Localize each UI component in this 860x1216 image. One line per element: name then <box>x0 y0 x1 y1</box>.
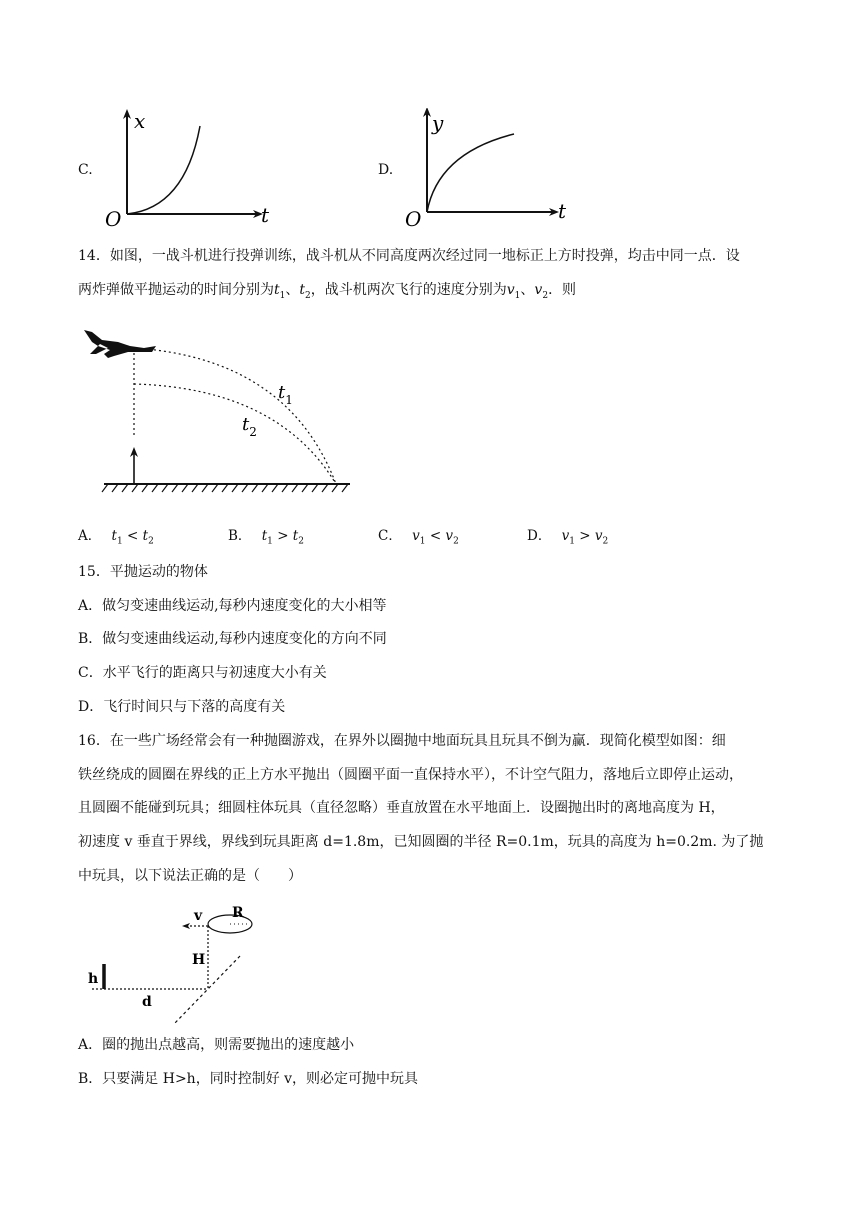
option-c-label: C. <box>78 162 93 178</box>
q16-stem-line-1: 16．在一些广场经常会有一种抛圈游戏，在界外以圈抛中地面玩具且玩具不倒为赢．现简化模型如图：细 <box>78 733 726 749</box>
option-d <box>378 162 393 178</box>
q15-stem: 15．平抛运动的物体 <box>78 564 208 580</box>
ground-hatching <box>102 484 348 492</box>
graph-c <box>100 108 300 228</box>
graph-d <box>398 108 598 228</box>
d-curve <box>427 134 514 212</box>
q14-stem-line-1: 14．如图，一战斗机进行投弹训练，战斗机从不同高度两次经过同一地标正上方时投弹，均击中同一点．设 <box>78 248 740 264</box>
d-x-label: t <box>558 199 567 223</box>
trajectory-t2 <box>134 384 336 484</box>
label-H: H <box>192 952 206 968</box>
q16-option-b[interactable]: B．只要满足 H>h，同时控制好 v，则必定可抛中玩具 <box>78 1071 419 1087</box>
q16-stem-line-5: 中玩具，以下说法正确的是（ ） <box>78 868 302 884</box>
c-y-label: x <box>134 109 146 133</box>
label-R: R <box>232 905 244 921</box>
q15-option-c[interactable]: C．水平飞行的距离只与初速度大小有关 <box>78 665 327 681</box>
jet-icon <box>84 330 156 358</box>
q16-stem-line-3: 且圆圈不能碰到玩具；细圆柱体玩具（直径忽略）垂直放置在水平地面上．设圈抛出时的离地高度为 H， <box>78 800 725 816</box>
q16-stem-line-4: 初速度 v 垂直于界线，界线到玩具距离 d=1.8m，已知圆圈的半径 R=0.1m，玩具的高度为 h=0.2m. 为了抛 <box>78 834 764 850</box>
q14-option-a[interactable]: A． $t_1 < t_2$ <box>78 528 154 547</box>
c-x-label: t <box>261 203 270 227</box>
q15-option-b[interactable]: B．做匀变速曲线运动,每秒内速度变化的方向不同 <box>78 631 387 647</box>
q16-option-a[interactable]: A．圈的抛出点越高，则需要抛出的速度越小 <box>78 1037 355 1053</box>
c-origin-label: O <box>105 207 122 228</box>
q14-option-b[interactable]: B． $t_1 > t_2$ <box>228 528 304 547</box>
label-v: v <box>194 908 203 924</box>
label-t1: t <box>278 382 286 403</box>
d-origin-label: O <box>405 207 422 228</box>
q16-figure <box>82 900 262 1030</box>
q14-option-c[interactable]: C． $v_1 < v_2$ <box>378 528 459 547</box>
label-t2: t <box>242 414 250 435</box>
q14-stem-line-2: 两炸弹做平抛运动的时间分别为$t_1$、$t_2$，战斗机两次飞行的速度分别为$v_1$、$v_2$．则 <box>78 282 577 301</box>
boundary-line <box>174 956 240 1024</box>
svg-text:t1: $t_1$ <box>278 382 293 407</box>
q15-option-a[interactable]: A．做匀变速曲线运动,每秒内速度变化的大小相等 <box>78 598 387 614</box>
q14-figure <box>78 318 368 498</box>
option-d-label: D. <box>378 162 394 178</box>
label-d: d <box>142 994 152 1010</box>
q15-option-d[interactable]: D．飞行时间只与下落的高度有关 <box>78 699 286 715</box>
q16-stem-line-2: 铁丝绕成的圆圈在界线的正上方水平抛出（圆圈平面一直保持水平），不计空气阻力，落地后立即停止运动， <box>78 767 743 783</box>
label-h: h <box>88 971 99 987</box>
svg-text:t2: $t_2$ <box>242 414 257 439</box>
d-y-label: y <box>432 111 444 135</box>
option-c <box>78 162 93 178</box>
c-curve <box>127 126 200 214</box>
trajectory-t1 <box>134 348 336 484</box>
q14-option-d[interactable]: D． $v_1 > v_2$ <box>527 528 609 547</box>
